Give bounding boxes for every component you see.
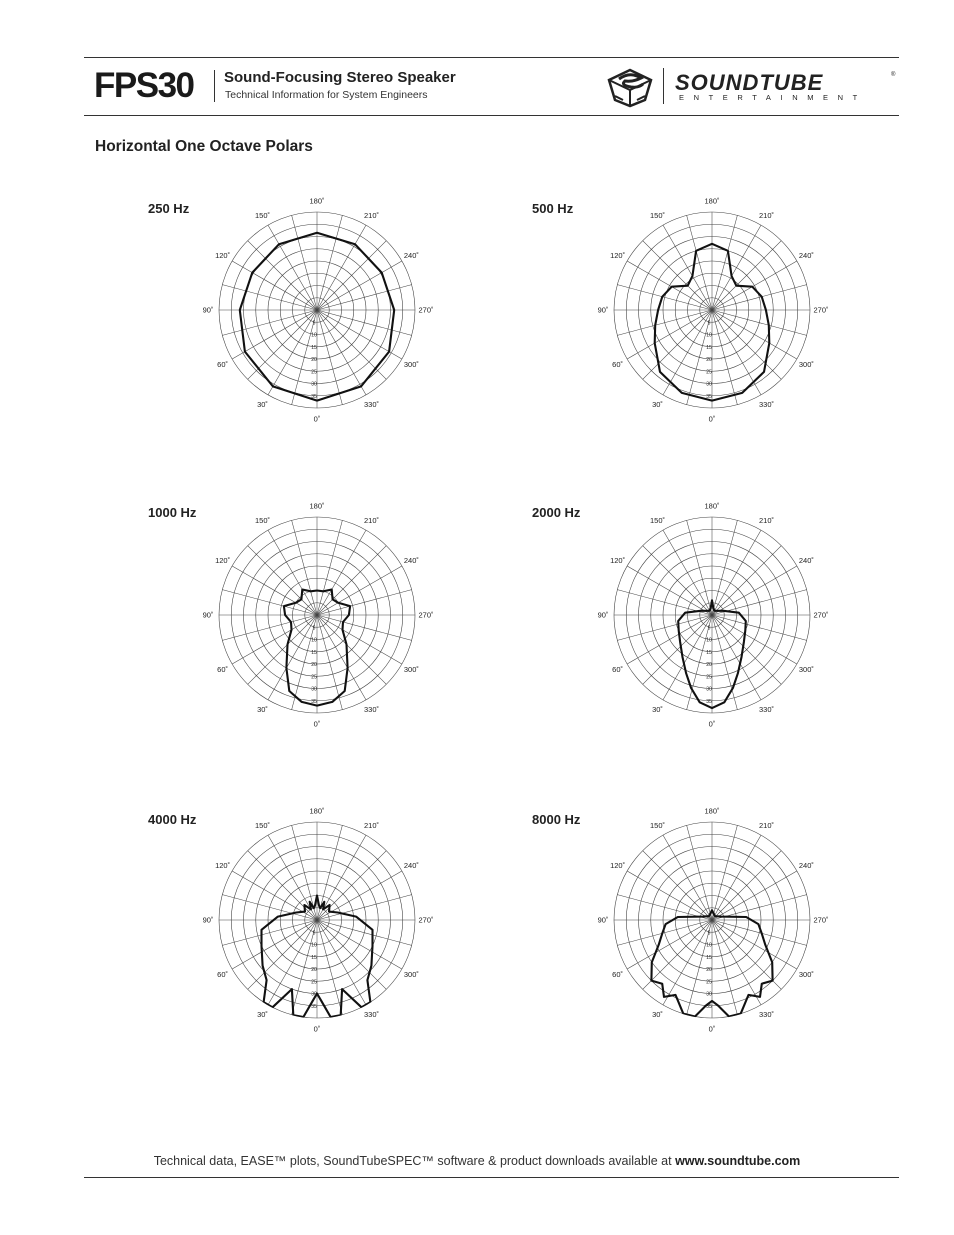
radial-tick-label: 30 [311,991,317,998]
polar-title-250hz: 250 Hz [148,201,190,216]
radial-tick-label: 25 [311,674,317,681]
grid-spoke [712,920,797,969]
grid-spoke [712,851,781,920]
grid-spoke [663,920,712,1005]
angle-label: 60˚ [217,970,229,979]
grid-spoke [712,310,781,379]
radial-tick-label: 5 [312,320,316,327]
angle-label: 330˚ [758,704,775,714]
angle-label: 330˚ [363,1009,380,1019]
angle-label: 180˚ [704,196,720,206]
angle-label: 120˚ [610,556,626,565]
polar-chart-1000hz [203,502,434,729]
radial-tick-label: 5 [707,930,711,937]
grid-spoke [317,615,386,684]
grid-spoke [627,920,712,969]
radial-tick-label: 25 [706,979,712,986]
radial-tick-label: 35 [311,1003,317,1010]
angle-label: 180˚ [309,501,325,511]
angle-label: 0˚ [708,414,716,424]
radial-tick-label: 25 [706,369,712,376]
grid-spoke [643,615,712,684]
grid-spoke [248,615,317,684]
radial-tick-label: 35 [706,393,712,400]
grid-spoke [712,215,737,310]
radial-tick-label: 15 [706,954,712,961]
grid-spoke [317,546,386,615]
footer-text-prefix: Technical data, EASE™ plots, SoundTubeSPEC™ software & product downloads available at [153,1154,676,1168]
grid-spoke [268,530,317,615]
angle-label: 60˚ [217,665,229,674]
grid-spoke [317,225,366,310]
radial-tick-label: 15 [706,344,712,351]
radial-tick-label: 20 [706,967,712,973]
grid-spoke [643,241,712,310]
product-code: FPS30 [94,66,194,105]
angle-label: 270˚ [418,610,434,620]
angle-label: 240˚ [403,251,419,260]
grid-spoke [627,261,712,310]
angle-label: 60˚ [217,360,229,369]
radial-tick-label: 5 [707,625,711,632]
grid-spoke [627,566,712,615]
polar-chart-500hz [598,197,829,424]
grid-spoke [317,310,412,335]
angle-label: 330˚ [363,399,380,409]
grid-spoke [643,546,712,615]
grid-spoke [643,851,712,920]
grid-spoke [712,920,781,989]
angle-label: 90˚ [202,915,214,925]
radial-tick-label: 20 [311,967,317,973]
radial-tick-label: 5 [707,320,711,327]
angle-label: 30˚ [257,704,268,714]
grid-spoke [687,215,712,310]
angle-label: 270˚ [418,305,434,315]
brand-name: SOUNDTUBE [675,70,824,95]
radial-tick-label: 20 [311,662,317,668]
angle-label: 270˚ [418,915,434,925]
grid-spoke [663,835,712,920]
angle-label: 210˚ [363,821,380,831]
footer-url-link[interactable]: www.soundtube.com [675,1154,801,1168]
polar-title-4000hz: 4000 Hz [148,812,197,827]
radial-tick-label: 15 [311,954,317,961]
grid-spoke [712,285,807,310]
grid-spoke [268,310,317,395]
product-title: Sound-Focusing Stereo Speaker [224,69,456,86]
grid-spoke [248,546,317,615]
section-title: Horizontal One Octave Polars [95,138,313,155]
angle-label: 0˚ [313,1024,321,1034]
grid-spoke [712,615,737,710]
grid-spoke [317,851,386,920]
angle-label: 300˚ [403,970,419,979]
polar-title-8000hz: 8000 Hz [532,812,581,827]
grid-spoke [317,285,412,310]
grid-spoke [687,825,712,920]
angle-label: 240˚ [798,556,814,565]
grid-spoke [663,225,712,310]
angle-label: 90˚ [597,305,609,315]
angle-label: 150˚ [649,821,666,831]
grid-spoke [222,895,317,920]
angle-label: 330˚ [758,1009,775,1019]
angle-label: 210˚ [758,821,775,831]
angle-label: 240˚ [798,251,814,260]
angle-label: 150˚ [649,516,666,526]
grid-spoke [712,835,761,920]
angle-label: 300˚ [403,360,419,369]
angle-label: 180˚ [704,806,720,816]
grid-spoke [317,520,342,615]
angle-label: 150˚ [254,821,271,831]
grid-spoke [248,920,317,989]
grid-spoke [292,215,317,310]
grid-spoke [712,310,807,335]
radial-tick-label: 35 [311,393,317,400]
grid-spoke [317,261,402,310]
angle-label: 90˚ [202,305,214,315]
radial-tick-label: 30 [706,381,712,388]
grid-spoke [317,310,366,395]
polar-chart-250hz [203,197,434,424]
grid-spoke [617,285,712,310]
radial-tick-label: 35 [311,698,317,705]
angle-label: 120˚ [215,251,231,260]
angle-label: 30˚ [257,399,268,409]
registered-mark: ® [891,72,896,78]
footer-text [0,1154,954,1168]
radial-tick-label: 35 [706,698,712,705]
grid-spoke [627,310,712,359]
footer-rule [84,1177,899,1178]
angle-label: 210˚ [363,211,380,221]
grid-spoke [248,241,317,310]
angle-label: 300˚ [798,360,814,369]
grid-spoke [317,920,386,989]
grid-spoke [317,615,412,640]
angle-label: 90˚ [202,610,214,620]
grid-spoke [317,895,412,920]
angle-label: 210˚ [758,516,775,526]
grid-spoke [232,615,317,664]
grid-spoke [712,225,761,310]
grid-spoke [222,285,317,310]
angle-label: 150˚ [254,211,271,221]
angle-label: 270˚ [813,915,829,925]
brand-subtitle: ENTERTAINMENT [679,93,867,102]
grid-spoke [222,615,317,640]
product-subtitle: Technical Information for System Engineers [225,89,428,101]
polar-chart-4000hz [203,807,434,1034]
radial-tick-label: 10 [706,942,712,949]
radial-tick-label: 20 [706,662,712,668]
radial-tick-label: 15 [311,344,317,351]
polar-title-1000hz: 1000 Hz [148,505,197,520]
angle-label: 120˚ [215,861,231,870]
grid-spoke [712,825,737,920]
grid-spoke [268,615,317,700]
angle-label: 210˚ [758,211,775,221]
radial-tick-label: 30 [311,686,317,693]
grid-spoke [712,310,797,359]
angle-label: 180˚ [704,501,720,511]
polar-title-2000hz: 2000 Hz [532,505,581,520]
radial-tick-label: 15 [311,649,317,656]
angle-label: 0˚ [708,1024,716,1034]
radial-tick-label: 30 [311,381,317,388]
grid-spoke [268,225,317,310]
radial-tick-label: 30 [706,991,712,998]
angle-label: 60˚ [612,360,624,369]
angle-label: 150˚ [649,211,666,221]
angle-label: 180˚ [309,806,325,816]
radial-tick-label: 10 [311,942,317,949]
radial-tick-label: 20 [311,357,317,363]
grid-spoke [712,530,761,615]
radial-tick-label: 25 [311,369,317,376]
angle-label: 30˚ [652,399,663,409]
angle-label: 90˚ [597,915,609,925]
grid-spoke [317,920,402,969]
grid-spoke [712,920,737,1015]
radial-tick-label: 10 [311,332,317,339]
grid-spoke [292,520,317,615]
angle-label: 0˚ [708,719,716,729]
radial-tick-label: 10 [706,637,712,644]
radial-tick-label: 20 [706,357,712,363]
angle-label: 30˚ [257,1009,268,1019]
grid-spoke [317,615,366,700]
angle-label: 120˚ [610,251,626,260]
angle-label: 120˚ [215,556,231,565]
angle-label: 300˚ [403,665,419,674]
angle-label: 30˚ [652,1009,663,1019]
radial-tick-label: 25 [311,979,317,986]
grid-spoke [627,871,712,920]
grid-spoke [712,310,737,405]
radial-tick-label: 30 [706,686,712,693]
polar-chart-8000hz [598,807,829,1034]
angle-label: 270˚ [813,305,829,315]
angle-label: 180˚ [309,196,325,206]
angle-label: 90˚ [597,610,609,620]
grid-spoke [712,871,797,920]
grid-spoke [617,615,712,640]
grid-spoke [712,520,737,615]
angle-label: 240˚ [403,556,419,565]
angle-label: 330˚ [363,704,380,714]
grid-spoke [643,310,712,379]
grid-spoke [712,546,781,615]
angle-label: 150˚ [254,516,271,526]
angle-label: 240˚ [798,861,814,870]
grid-spoke [663,530,712,615]
radial-tick-label: 5 [312,930,316,937]
angle-label: 270˚ [813,610,829,620]
angle-label: 120˚ [610,861,626,870]
angle-label: 300˚ [798,665,814,674]
grid-spoke [317,310,342,405]
grid-spoke [663,615,712,700]
angle-label: 60˚ [612,665,624,674]
grid-spoke [712,241,781,310]
polar-title-500hz: 500 Hz [532,201,574,216]
grid-spoke [317,215,342,310]
grid-spoke [232,261,317,310]
angle-label: 60˚ [612,970,624,979]
radial-tick-label: 5 [312,625,316,632]
grid-spoke [712,920,761,1005]
radial-tick-label: 35 [706,1003,712,1010]
grid-spoke [712,566,797,615]
grid-spoke [712,615,761,700]
angle-label: 30˚ [652,704,663,714]
grid-spoke [317,530,366,615]
radial-tick-label: 15 [706,649,712,656]
radial-tick-label: 25 [706,674,712,681]
angle-label: 0˚ [313,719,321,729]
grid-spoke [232,920,317,969]
angle-label: 330˚ [758,399,775,409]
grid-spoke [712,615,807,640]
angle-label: 210˚ [363,516,380,526]
polar-chart-2000hz [598,502,829,729]
grid-spoke [617,310,712,335]
grid-spoke [248,851,317,920]
grid-spoke [627,615,712,664]
grid-spoke [712,615,797,664]
grid-spoke [712,615,781,684]
grid-spoke [643,920,712,989]
angle-label: 240˚ [403,861,419,870]
grid-spoke [317,615,402,664]
radial-tick-label: 10 [706,332,712,339]
grid-spoke [712,261,797,310]
grid-spoke [317,241,386,310]
radial-tick-label: 10 [311,637,317,644]
angle-label: 300˚ [798,970,814,979]
angle-label: 0˚ [313,414,321,424]
grid-spoke [222,310,317,335]
grid-spoke [687,520,712,615]
